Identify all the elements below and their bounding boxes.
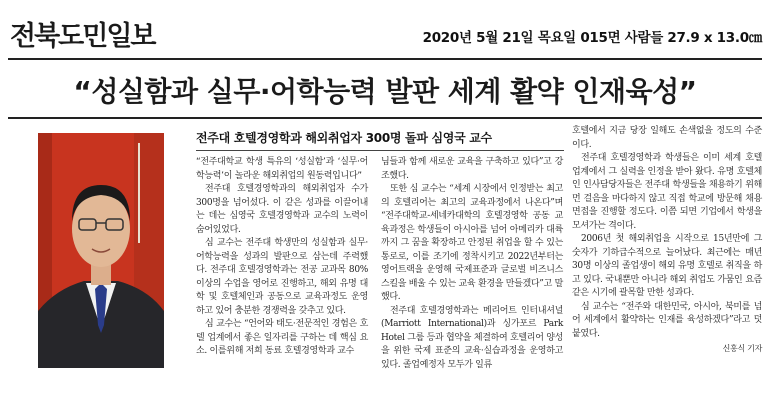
article-column-3 [572, 125, 762, 356]
headline-divider [8, 117, 762, 119]
paragraph: 호텔에서 지금 당장 일해도 손색없을 정도의 수준이다. [572, 126, 762, 150]
masthead [0, 0, 770, 58]
paragraph: 심 교수는 전주대 학생만의 성실함과 실무·어학능력을 성과의 발판으로 삼는데 주력했다. 전주대 호텔경영학과는 전공 교과목 80% 이상의 수업을 영어로 진행하고, 해외 유명 대학 및 호텔체인과 공동으로 교육과정도 운영하고 있어 충분한 경쟁력을 갖추고 있다. [196, 238, 368, 316]
portrait-photo [38, 133, 164, 368]
byline: 신홍식 기자 [722, 344, 762, 353]
subheadline-divider [196, 150, 564, 151]
newspaper-logo: 전북도민일보 [10, 21, 155, 52]
paragraph: 전주대 호텔경영학과의 해외취업자 수가 300명을 넘어섰다. 이 같은 성과를 이끌어내는 데는 심영국 호텔경영학과 교수의 노력이 숨어있었다. [196, 184, 368, 235]
paragraph: 또한 심 교수는 “세계 시장에서 인정받는 최고의 호텔리어는 최고의 교육과정에서 나온다”며 “전주대학교-세네카대학의 호텔경영학 공동 교육과정은 학생들이 아시아를 넘어 아메리카 대륙까지 그 꿈을 확장하고 안정된 취업을 할 수 있는 통로로, 이를 조기에 정착시키고 2022년부터는 영어트랙을 운영해 국제표준과 글로벌 비즈니스 스킬을 배울 수 있는 교육 환경을 만들겠다”고 말했다. [381, 184, 563, 302]
paragraph: 심 교수는 “전주와 대한민국, 아시아, 북미를 넘어 세계에서 활약하는 인재를 육성하겠다”라고 덧붙였다. [572, 301, 762, 339]
paragraph: 전주대 호텔경영학과 학생들은 이미 세계 호텔 업계에서 그 실력을 인정을 받아 왔다. 유명 호텔체인 인사담당자들은 전주대 학생들을 채용하기 위해 먼 걸음을 마다하지 않고 직접 학교에 방문해 채용면접을 진행할 정도다. 이쯤 되면 기업에서 학생을 모셔가는 격이다. [572, 153, 762, 231]
article-column-1 [196, 156, 368, 359]
headline: “성실함과 실무·어학능력 발판 세계 활약 인재육성” [73, 75, 697, 108]
portrait-illustration [38, 133, 164, 368]
subheadline: 전주대 호텔경영학과 해외취업자 300명 돌파 심영국 교수 [196, 131, 492, 145]
paragraph: 전주대 호텔경영학과는 메리어트 인터내셔널(Marriott International)과 싱가포르 Park Hotel 그룹 등과 협약을 체결하여 호텔리어 양성을 위한 국제 표준의 교육·실습과정을 운영하고 있다. 졸업예정자 모두가 일류 [381, 305, 563, 370]
paragraph: 2006년 첫 해외취업을 시작으로 15년만에 그 숫자가 기하급수적으로 늘어났다. 최근에는 매년 30명 이상의 졸업생이 해외 유명 호텔로 취직을 하고 있다. 국내뿐만 아니라 해외 취업도 가뭄인 요즘 같은 시기에 괄목할 만한 성과다. [572, 234, 762, 298]
publication-info: 2020년 5월 21일 목요일 015면 사람들 27.9 x 13.0㎝ [422, 30, 762, 46]
paragraph: 심 교수는 “언어와 태도·전문적인 경험은 호텔 업계에서 좋은 일자리를 구하는 데 핵심 요소. 이를위해 저희 동료 호텔경영학과 교수 [196, 319, 368, 356]
article-column-2 [381, 156, 563, 372]
lead-quote: “전주대학교 학생 특유의 ‘성실함’과 ‘실무·어학능력’이 놀라운 해외취업의 원동력입니다” [196, 157, 368, 181]
paragraph: 님들과 함께 새로운 교육을 구축하고 있다”고 강조했다. [381, 157, 563, 181]
top-divider [8, 58, 762, 60]
